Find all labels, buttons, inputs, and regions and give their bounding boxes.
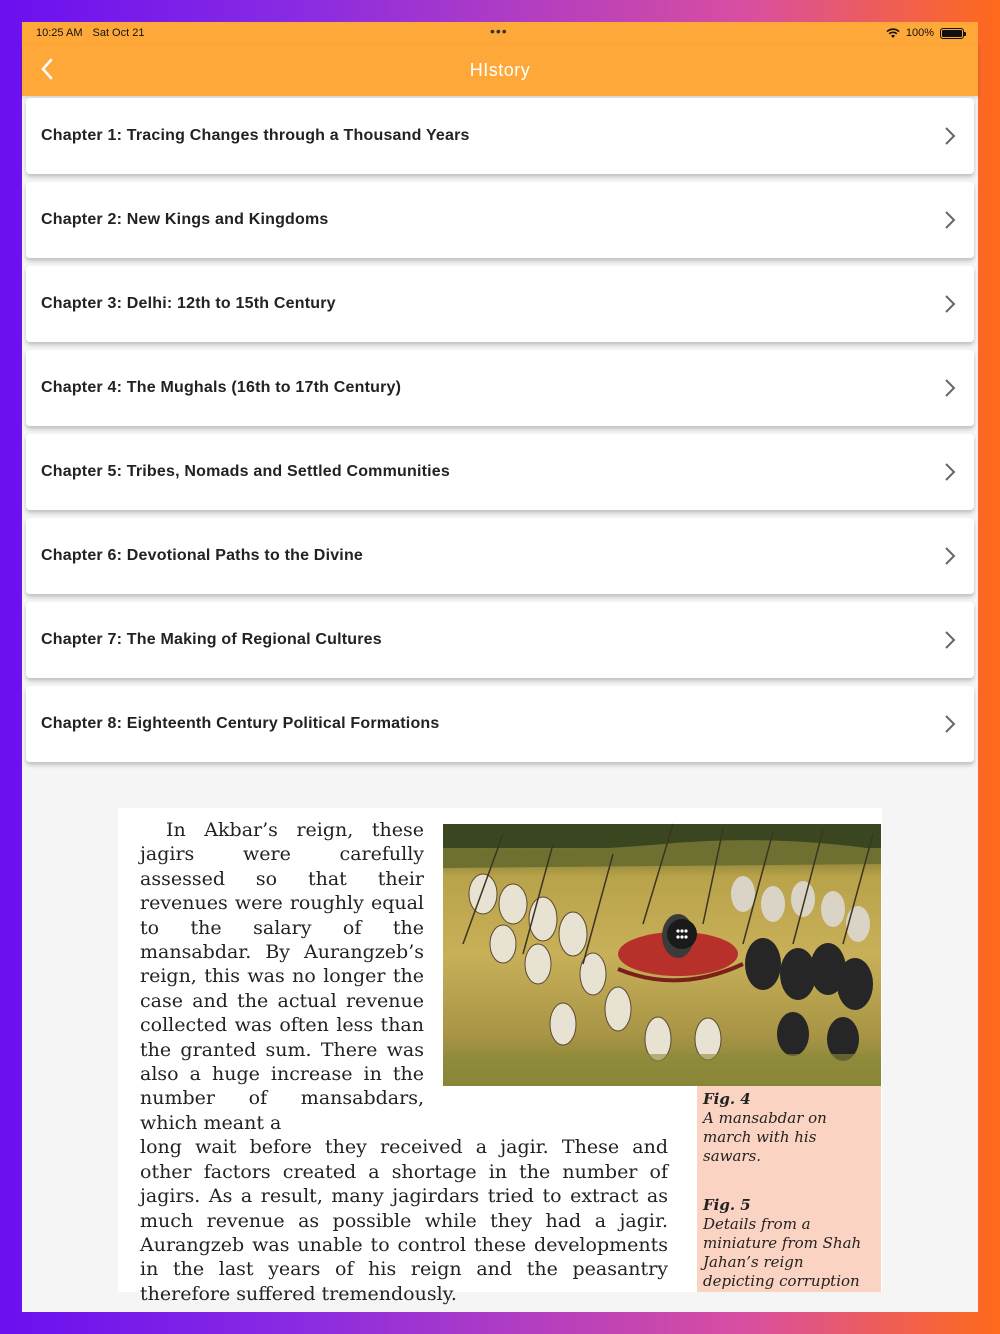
fig4-label: Fig. 4 (703, 1090, 751, 1108)
navigation-bar (22, 44, 978, 96)
battery-icon (940, 28, 964, 39)
fig5-label: Fig. 5 (703, 1196, 751, 1214)
chapter-item[interactable] (26, 182, 974, 258)
chevron-right-icon (940, 378, 960, 398)
fig5-caption: Details from a miniature from Shah Jahan’s reign depicting corruption (703, 1215, 862, 1290)
excerpt-text-upper: In Akbar’s reign, these jagirs were carefully assessed so that their revenues were roughly equal to the salary of the mansabdar. By Aurangzeb’s reign, this was no longer the case and the actual revenue collected was often less than the granted sum. There was also a huge increase in the number of mansabdars, which meant a (140, 819, 424, 1134)
app-screen (22, 22, 978, 1312)
chapter-item[interactable] (26, 350, 974, 426)
chevron-right-icon (940, 126, 960, 146)
status-left (36, 27, 144, 39)
status-date: Sat Oct 21 (92, 27, 145, 39)
chapter-label: Chapter 6: Devotional Paths to the Divine (41, 547, 364, 564)
chapter-label: Chapter 5: Tribes, Nomads and Settled Communities (41, 463, 450, 480)
chapter-label: Chapter 8: Eighteenth Century Political Formations (41, 715, 440, 732)
multitasking-dots-icon[interactable]: ••• (490, 23, 508, 39)
chapter-item[interactable] (26, 434, 974, 510)
chevron-right-icon (940, 462, 960, 482)
more-options-icon[interactable] (667, 919, 697, 949)
textbook-excerpt-banner (118, 808, 882, 1305)
chapter-item[interactable] (26, 602, 974, 678)
chevron-right-icon (940, 294, 960, 314)
chevron-right-icon (940, 210, 960, 230)
chapter-label: Chapter 1: Tracing Changes through a Thousand Years (41, 127, 470, 144)
wifi-icon (886, 28, 900, 39)
back-button[interactable] (32, 54, 62, 84)
chapter-label: Chapter 3: Delhi: 12th to 15th Century (41, 295, 336, 312)
chevron-right-icon (940, 630, 960, 650)
chevron-right-icon (940, 546, 960, 566)
status-bar (22, 22, 978, 44)
chevron-right-icon (940, 714, 960, 734)
page-title: HIstory (469, 59, 531, 80)
battery-percent: 100% (905, 27, 934, 39)
status-time: 10:25 AM (36, 27, 83, 39)
figure-caption-box (697, 1086, 881, 1292)
fig4-caption: A mansabdar on march with his sawars. (703, 1109, 827, 1165)
chapter-list (26, 98, 974, 770)
chevron-left-icon (40, 58, 54, 80)
status-right (886, 27, 964, 39)
excerpt-text-lower: long wait before they received a jagir. These and other factors created a shortage in the number of jagirs. As a result, many jagirdars tried to extract as much revenue as possible while they had a jagir. Aurangzeb was unable to control these developments in the last years of his reign and the peasantry therefore suffered tremendously. (140, 1136, 668, 1305)
chapter-item[interactable] (26, 518, 974, 594)
chapter-label: Chapter 4: The Mughals (16th to 17th Century) (41, 379, 402, 396)
chapter-label: Chapter 2: New Kings and Kingdoms (41, 211, 329, 228)
chapter-item[interactable] (26, 266, 974, 342)
chapter-item[interactable] (26, 686, 974, 762)
chapter-label: Chapter 7: The Making of Regional Cultures (41, 631, 382, 648)
chapter-item[interactable] (26, 98, 974, 174)
miniature-painting-image (443, 824, 881, 1086)
